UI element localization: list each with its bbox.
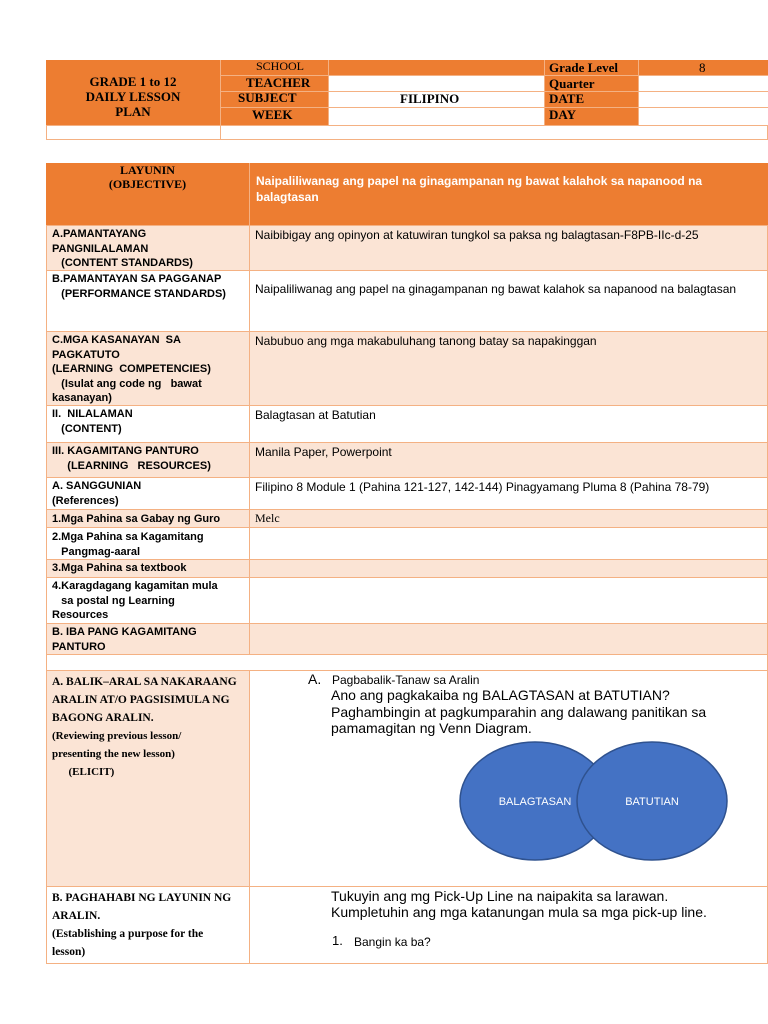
references-value: Filipino 8 Module 1 (Pahina 121-127, 142-144) Pinagyamang Pluma 8 (Pahina 78-79) [255,480,710,494]
objective-label: LAYUNIN (OBJECTIVE) [108,163,187,191]
purpose-list-item: Bangin ka ba? [354,935,431,949]
performance-label: B.PAMANTAYAN SA PAGGANAP (PERFORMANCE STANDARDS) [52,273,226,300]
elicit-list-marker: A. [308,671,322,687]
venn-label-batutian: BATUTIAN [625,796,679,808]
elicit-heading: Pagbabalik-Tanaw sa Aralin [332,673,480,687]
additional-label: 4.Karagdagang kagamitan mula sa postal ng Learning Resources [52,580,218,621]
additional-value-cell [249,577,768,624]
content-standards-value: Naibibigay ang opinyon at katuwiran tungkol sa paksa ng balagtasan-F8PB-IIc-d-25 [255,228,699,242]
date-label: DATE [549,91,585,106]
learner-pages-label: 2.Mga Pahina sa Kagamitang Pangmag-aaral [52,531,204,558]
guide-pages-label: 1.Mga Pahina sa Gabay ng Guro [52,513,221,525]
guide-pages-value-cell [249,509,768,528]
learner-pages-value-cell [249,527,768,560]
purpose-list-marker: 1. [332,933,343,948]
date-value-cell [638,91,768,107]
guide-pages-value: Melc [255,511,280,525]
venn-label-balagtasan: BALAGTASAN [498,796,572,808]
spacer-row [46,654,768,671]
content-standards-label: A.PAMANTAYANG PANGNILALAMAN (CONTENT STANDARDS) [52,228,193,269]
grade-level-label: Grade Level [549,60,618,75]
elicit-label: A. BALIK–ARAL SA NAKARAANG ARALIN AT/O PAGSISIMULA NG BAGONG ARALIN. (Reviewing previous lesson/ presenting the new lesson) (ELICIT) [52,676,237,778]
other-materials-value-cell [249,623,768,655]
textbook-label: 3.Mga Pahina sa textbook [52,562,187,574]
grade-level-value: 8 [699,60,706,75]
subject-label: SUBJECT [238,90,297,105]
week-value-cell [328,107,544,125]
header-extra-right [220,125,768,140]
other-materials-label: B. IBA PANG KAGAMITANG PANTURO [52,626,197,653]
content-label: II. NILALAMAN (CONTENT) [52,408,133,435]
dlp-title: GRADE 1 to 12 DAILY LESSON PLAN [85,74,181,119]
competencies-label: C.MGA KASANAYAN SA PAGKATUTO (LEARNING COMPETENCIES) (Isulat ang code ng bawat kasanayan) [52,334,211,404]
school-label: SCHOOL [256,59,305,73]
references-label: A. SANGGUNIAN (References) [52,480,142,507]
competencies-value: Nabubuo ang mga makabuluhang tanong batay sa napakinggan [255,334,597,348]
resources-label: III. KAGAMITANG PANTURO (LEARNING RESOURCES) [52,445,211,472]
day-label: DAY [549,107,576,122]
performance-value: Naipaliliwanag ang papel na ginagampanan ng bawat kalahok sa napanood na balagtasan [255,282,737,296]
teacher-value-cell [328,75,544,91]
quarter-value-cell [638,75,768,91]
subject-value: FILIPINO [400,91,460,106]
day-value-cell [638,107,768,125]
resources-value: Manila Paper, Powerpoint [255,445,392,459]
teacher-label: TEACHER [246,75,311,90]
venn-diagram [458,740,768,864]
content-value: Balagtasan at Batutian [255,408,376,422]
quarter-label: Quarter [549,76,595,91]
objective-value: Naipaliliwanag ang papel na ginagampanan ng bawat kalahok sa napanood na balagtasan [256,174,703,204]
textbook-value-cell [249,559,768,578]
purpose-label: B. PAGHAHABI NG LAYUNIN NG ARALIN. (Establishing a purpose for the lesson) [52,892,232,958]
header-extra-left [46,125,221,140]
elicit-body: Ano ang pagkakaiba ng BALAGTASAN at BATUTIAN? Paghambingin at pagkumparahin ang dalawang panitikan sa pamamagitan ng Venn Diagram. [331,687,707,736]
week-label: WEEK [252,107,293,122]
purpose-body: Tukuyin ang mg Pick-Up Line na naipakita sa larawan. Kumpletuhin ang mga katanungan mula sa mga pick-up line. [331,888,707,920]
